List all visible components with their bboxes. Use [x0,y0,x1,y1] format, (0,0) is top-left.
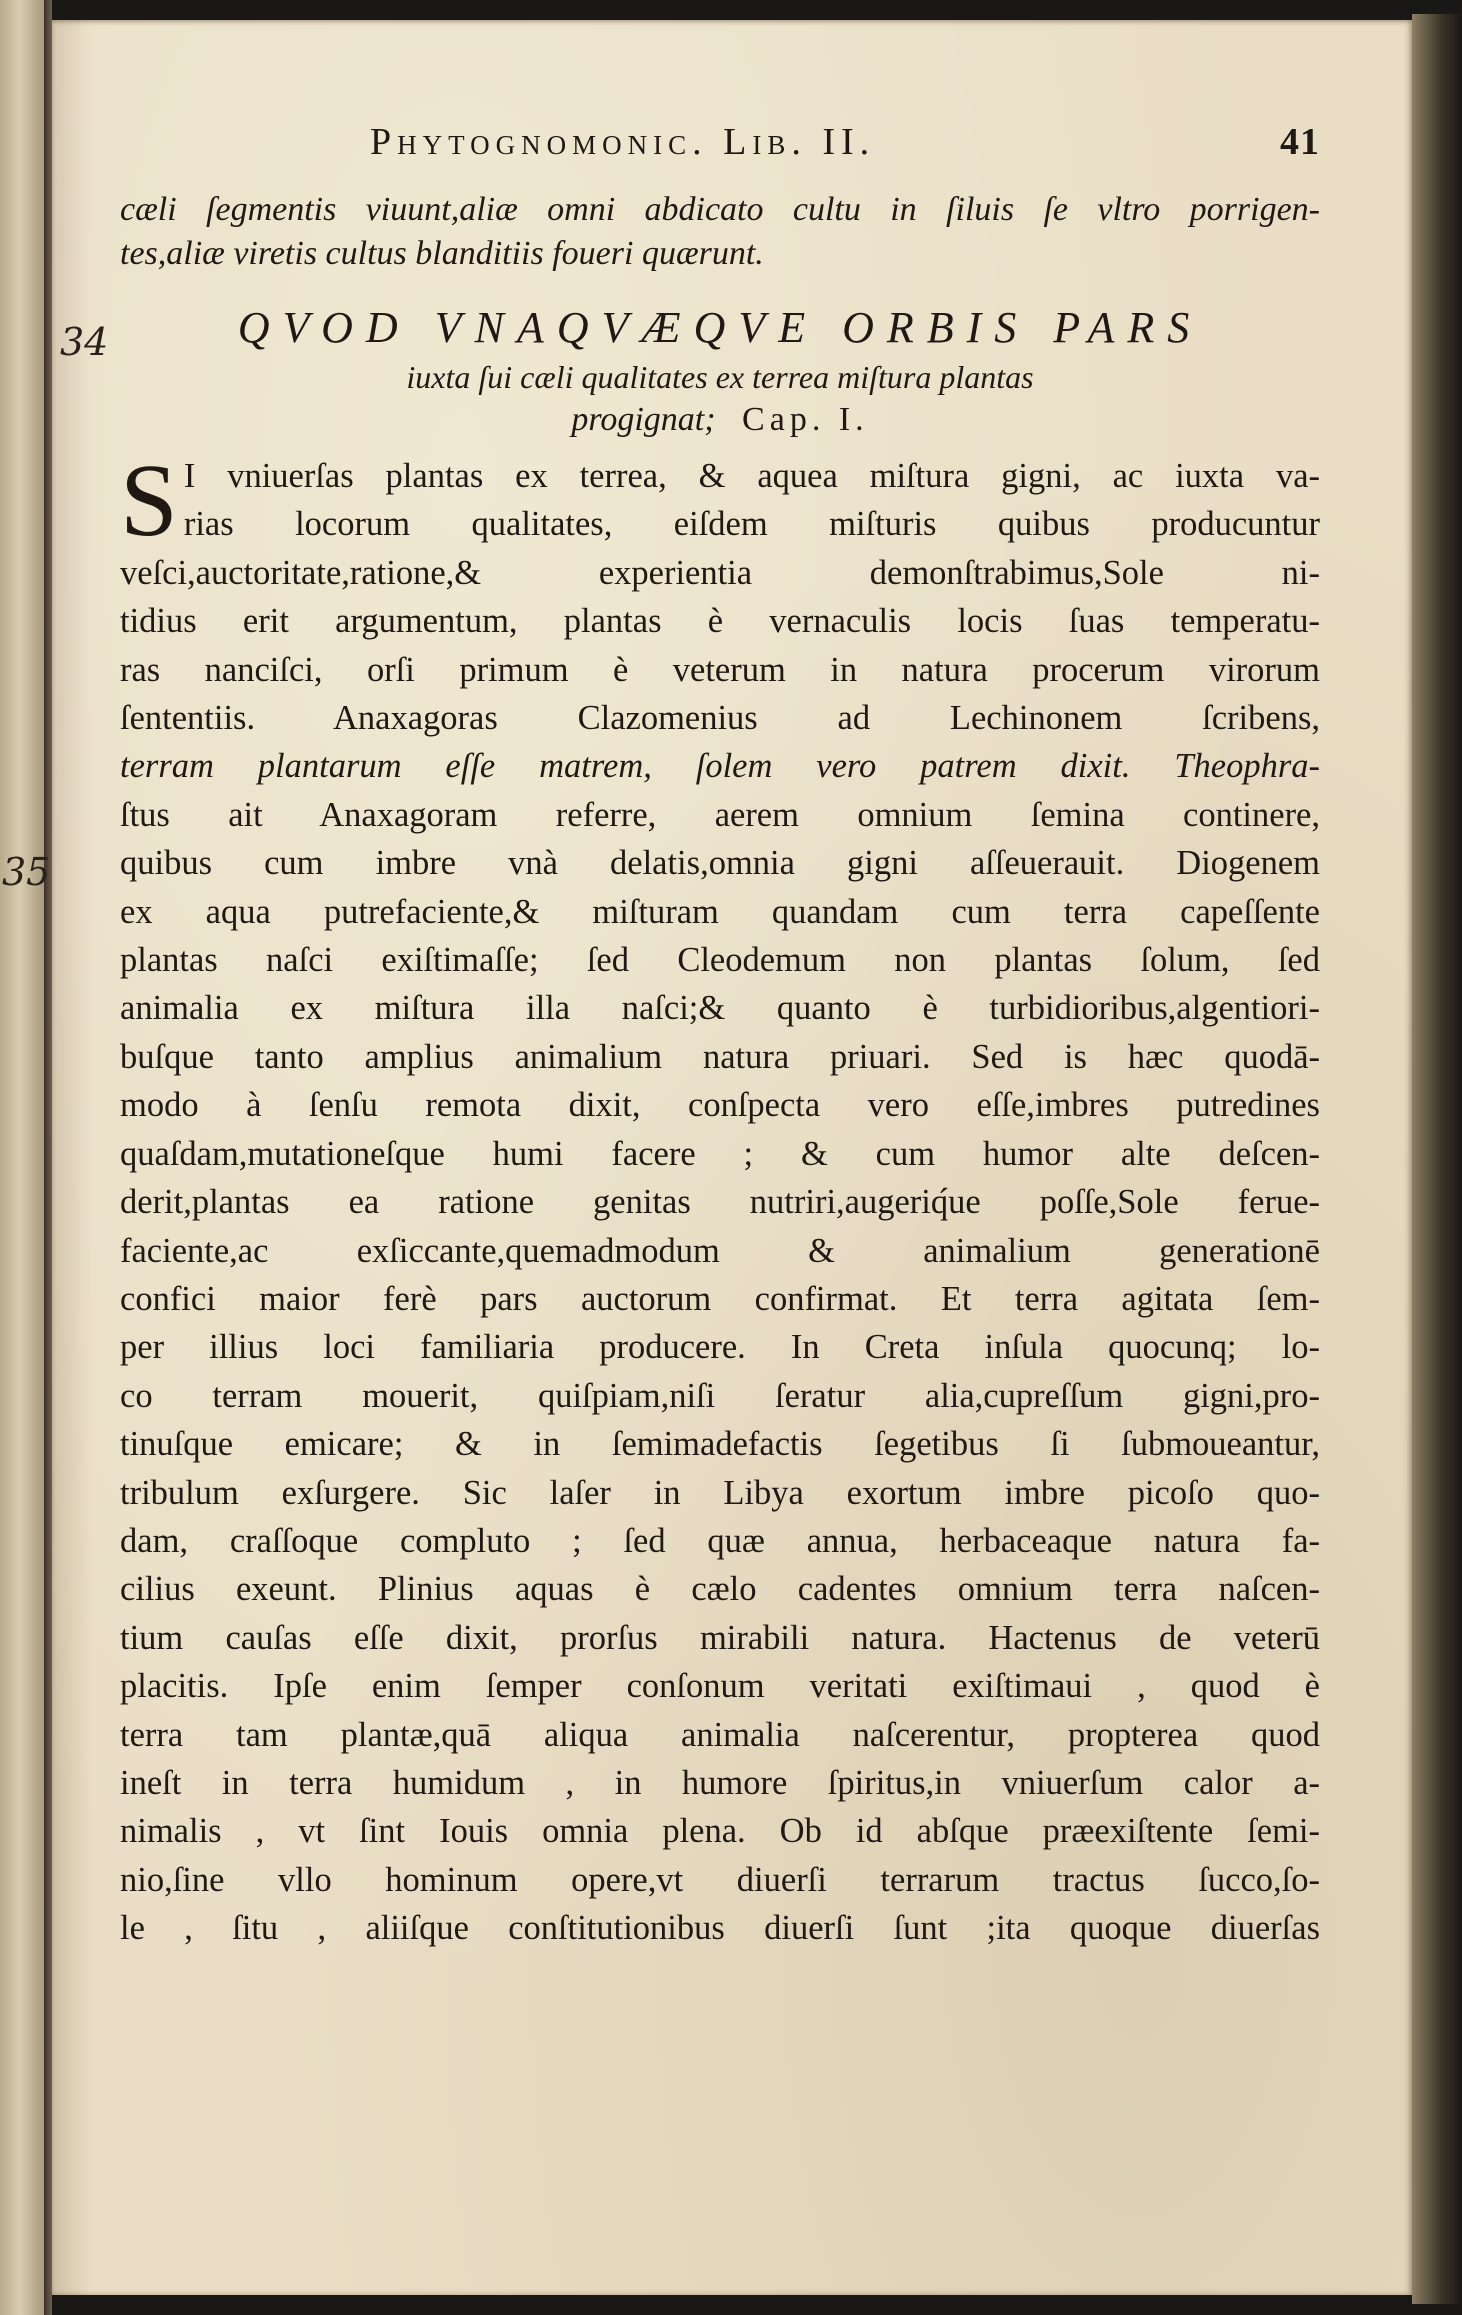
body-line: quaſdam,mutationeſque humi facere ; & cum humor alte deſcen- [120,1134,1320,1173]
body-line: quibus cum imbre vnà delatis,omnia gigni aſſeuerauit. Diogenem [120,844,1320,883]
margin-note-35: 35 [2,850,51,894]
body-line: co terram mouerit, quiſpiam,niſi ſeratur alia,cupreſſum gigni,pro- [120,1376,1320,1415]
body-line: ineſt in terra humidum , in humore ſpiritus,in vniuerſum calor a- [120,1763,1320,1802]
chapter-title: QVOD VNAQVÆQVE ORBIS PARS [237,303,1203,352]
body-text [120,443,1320,1953]
page-sheet [2,20,1412,2295]
body-line: rias locorum qualitates, eiſdem miſturis quibus producuntur [183,505,1320,544]
body-line: nio,ſine vllo hominum opere,vt diuerſi terrarum tractus ſucco,ſo- [120,1860,1320,1899]
body-line: tinuſque emicare; & in ſemimadefactis ſegetibus ſi ſubmoueantur, [120,1425,1320,1464]
gutter-shadow [44,0,52,2315]
body-line: faciente,ac exſiccante,quemadmodum & animalium generationē [120,1231,1320,1270]
body-line: tium cauſas eſſe dixit, prorſus mirabili natura. Hactenus de veterū [120,1618,1320,1657]
body-line: I vniuerſas plantas ex terrea, & aquea miſtura gigni, ac iuxta va- [183,457,1320,495]
body-line: ſententiis. Anaxagoras Clazomenius ad Lechinonem ſcribens, [120,699,1320,738]
body-line: per illius loci familiaria producere. In Creta inſula quocunq; lo- [120,1328,1320,1367]
body-line: buſque tanto amplius animalium natura priuari. Sed is hæc quodā- [120,1037,1320,1076]
page-fore-edge [1412,14,1462,2304]
body-line-italic-quote: terram plantarum eſſe matrem, ſolem vero patrem dixit. Theophra- [120,747,1320,786]
chapter-subtitle-end: progignat; [571,401,716,438]
carry-over-line: cæli ſegmentis viuunt,aliæ omni abdicato cultu in ſiluis ſe vltro porrigen- [120,191,1320,228]
body-line: veſci,auctoritate,ratione,& experientia demonſtrabimus,Sole ni- [120,553,1320,592]
body-line: ras nanciſci, orſi primum è veterum in natura procerum virorum [120,650,1320,689]
body-line: confici maior ferè pars auctorum confirmat. Et terra agitata ſem- [120,1279,1320,1318]
carry-over-line: tes,aliæ viretis cultus blanditiis foueri quærunt. [120,235,764,272]
chapter-heading-end [120,398,1320,442]
body-line: modo à ſenſu remota dixit, conſpecta vero eſſe,imbres putredines [120,1086,1320,1125]
running-title: Phytognomonic. Lib. II. [370,121,876,163]
body-line: le , ſitu , aliiſque conſtitutionibus diuerſi ſunt ;ita quoque diuerſas [120,1909,1320,1948]
body-line: tidius erit argumentum, plantas è vernaculis locis ſuas temperatu- [120,602,1320,641]
page-number: 41 [1280,121,1320,163]
body-line: derit,plantas ea ratione genitas nutriri,augeriq́ue poſſe,Sole ferue- [120,1183,1320,1222]
body-line: animalia ex miſtura illa naſci;& quanto è turbidioribus,algentiori- [120,989,1320,1028]
page-content [120,120,1320,1953]
drop-cap-initial: S [120,443,178,558]
body-line: cilius exeunt. Plinius aquas è cælo cadentes omnium terra naſcen- [120,1570,1320,1609]
carry-over-text [120,188,1320,276]
body-line: ex aqua putrefaciente,& miſturam quandam cum terra capeſſente [120,892,1320,931]
running-header [120,120,1320,180]
body-line: plantas naſci exiſtimaſſe; ſed Cleodemum non plantas ſolum, ſed [120,941,1320,980]
body-line: terra tam plantæ,quā aliqua animalia naſcerentur, propterea quod [120,1715,1320,1754]
body-line: ſtus ait Anaxagoram referre, aerem omnium ſemina continere, [120,795,1320,834]
facing-page-edge [0,0,44,2315]
chapter-number: Cap. I. [742,401,869,438]
body-line: dam, craſſoque compluto ; ſed quæ annua, herbaceaque natura fa- [120,1521,1320,1560]
body-line: tribulum exſurgere. Sic laſer in Libya exortum imbre picoſo quo- [120,1473,1320,1512]
body-line: nimalis , vt ſint Iouis omnia plena. Ob id abſque præexiſtente ſemi- [120,1812,1320,1851]
chapter-subtitle: iuxta ſui cæli qualitates ex terrea miſtura plantas [406,359,1034,395]
margin-note-34: 34 [60,320,109,364]
body-line: placitis. Ipſe enim ſemper conſonum veritati exiſtimaui , quod è [120,1667,1320,1706]
